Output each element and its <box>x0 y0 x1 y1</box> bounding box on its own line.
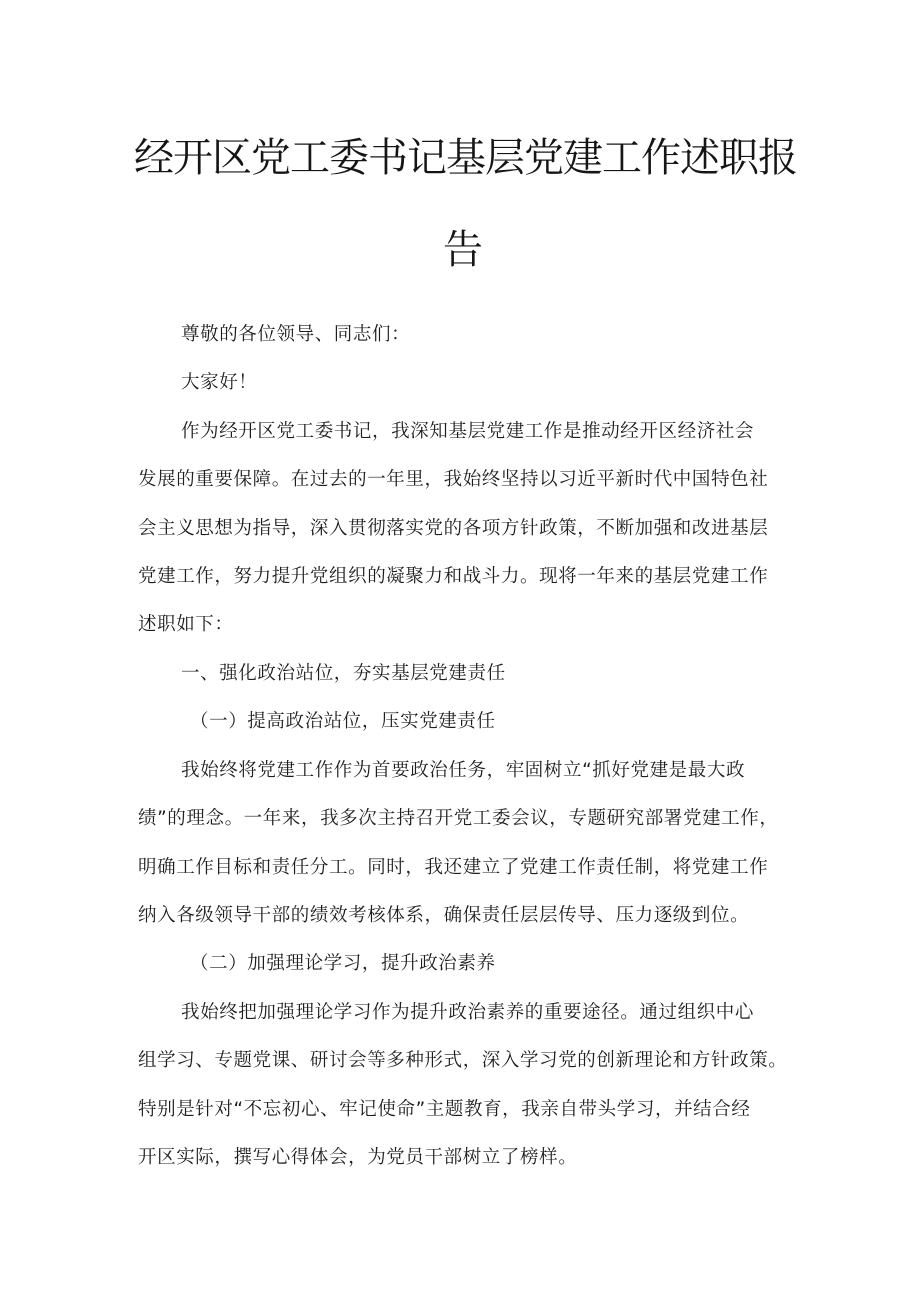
subsection-heading: （一）提高政治站位，压实党建责任 <box>190 711 496 732</box>
paragraph-line: 党建工作，努力提升党组织的凝聚力和战斗力。现将一年来的基层党建工作 <box>138 566 769 587</box>
paragraph-line: 述职如下： <box>138 614 234 635</box>
paragraph-line: 我始终将党建工作作为首要政治任务，牢固树立“抓好党建是最大政 <box>181 760 746 781</box>
section-heading: 一、强化政治站位，夯实基层党建责任 <box>181 663 506 684</box>
paragraph-line: 会主义思想为指导，深入贯彻落实党的各项方针政策，不断加强和改进基层 <box>138 518 769 539</box>
paragraph-line: 发展的重要保障。在过去的一年里，我始终坚持以习近平新时代中国特色社 <box>138 469 769 490</box>
paragraph-line: 特别是针对“不忘初心、牢记使命”主题教育，我亲自带头学习，并结合经 <box>138 1099 751 1120</box>
greeting: 大家好！ <box>181 372 258 393</box>
paragraph-line: 组学习、专题党课、研讨会等多种形式，深入学习党的创新理论和方针政策。 <box>138 1050 788 1071</box>
paragraph-line: 绩”的理念。一年来，我多次主持召开党工委会议，专题研究部署党建工作， <box>138 808 779 829</box>
salutation: 尊敬的各位领导、同志们： <box>181 324 411 345</box>
paragraph-line: 我始终把加强理论学习作为提升政治素养的重要途径。通过组织中心 <box>181 1002 755 1023</box>
document-title-line-1: 经开区党工委书记基层党建工作述职报 <box>134 135 797 181</box>
subsection-heading: （二）加强理论学习，提升政治素养 <box>190 953 496 974</box>
paragraph-line: 开区实际，撰写心得体会，为党员干部树立了榜样。 <box>138 1147 578 1168</box>
paragraph-line: 纳入各级领导干部的绩效考核体系，确保责任层层传导、压力逐级到位。 <box>138 905 750 926</box>
paragraph-line: 作为经开区党工委书记，我深知基层党建工作是推动经开区经济社会 <box>181 421 755 442</box>
document-title-line-2: 告 <box>443 227 482 273</box>
paragraph-line: 明确工作目标和责任分工。同时，我还建立了党建工作责任制，将党建工作 <box>138 857 769 878</box>
